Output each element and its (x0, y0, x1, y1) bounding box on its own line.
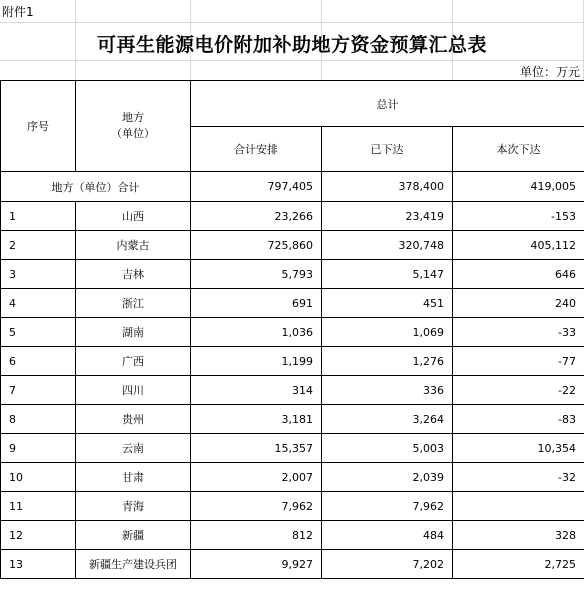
table-row (1, 289, 584, 318)
row-planned: 15,357 (191, 434, 322, 463)
row-seq: 12 (1, 521, 76, 550)
row-current: -77 (453, 347, 584, 376)
table-row (1, 492, 584, 521)
row-region: 湖南 (76, 318, 191, 347)
header-region-line1: 地方 (122, 111, 144, 124)
row-planned: 9,927 (191, 550, 322, 579)
table-row (1, 318, 584, 347)
row-planned: 1,199 (191, 347, 322, 376)
row-seq: 1 (1, 202, 76, 231)
row-region: 内蒙古 (76, 231, 191, 260)
row-planned: 812 (191, 521, 322, 550)
total-current: 419,005 (453, 172, 584, 202)
row-planned: 691 (191, 289, 322, 318)
table-row (1, 347, 584, 376)
table-row (1, 260, 584, 289)
gridline (0, 60, 584, 61)
row-issued: 7,202 (322, 550, 453, 579)
row-seq: 8 (1, 405, 76, 434)
row-issued: 5,147 (322, 260, 453, 289)
header-total-group: 总计 (191, 81, 584, 127)
row-region: 新疆 (76, 521, 191, 550)
row-planned: 314 (191, 376, 322, 405)
unit-label: 单位：万元 (519, 65, 580, 79)
budget-table (0, 80, 584, 579)
row-seq: 11 (1, 492, 76, 521)
table-row (1, 405, 584, 434)
row-planned: 3,181 (191, 405, 322, 434)
row-region: 云南 (76, 434, 191, 463)
row-seq: 6 (1, 347, 76, 376)
row-seq: 3 (1, 260, 76, 289)
row-issued: 1,276 (322, 347, 453, 376)
row-region: 广西 (76, 347, 191, 376)
row-region: 贵州 (76, 405, 191, 434)
row-issued: 7,962 (322, 492, 453, 521)
row-current: 646 (453, 260, 584, 289)
header-region-line2: （单位） (111, 127, 155, 140)
total-label: 地方（单位）合计 (1, 172, 191, 202)
row-region: 新疆生产建设兵团 (76, 550, 191, 579)
row-current: 240 (453, 289, 584, 318)
row-issued: 484 (322, 521, 453, 550)
row-region: 四川 (76, 376, 191, 405)
row-current: -22 (453, 376, 584, 405)
header-seq: 序号 (1, 81, 76, 172)
row-planned: 725,860 (191, 231, 322, 260)
table-body (1, 172, 584, 579)
row-issued: 5,003 (322, 434, 453, 463)
row-seq: 10 (1, 463, 76, 492)
row-issued: 451 (322, 289, 453, 318)
row-issued: 2,039 (322, 463, 453, 492)
header-region (76, 81, 191, 172)
row-region: 青海 (76, 492, 191, 521)
total-planned: 797,405 (191, 172, 322, 202)
row-region: 甘肃 (76, 463, 191, 492)
table-row (1, 521, 584, 550)
row-current: 328 (453, 521, 584, 550)
table-row (1, 550, 584, 579)
row-issued: 1,069 (322, 318, 453, 347)
row-planned: 23,266 (191, 202, 322, 231)
table-row (1, 231, 584, 260)
row-current: 10,354 (453, 434, 584, 463)
row-current: 2,725 (453, 550, 584, 579)
row-current: -153 (453, 202, 584, 231)
row-current (453, 492, 584, 521)
row-issued: 3,264 (322, 405, 453, 434)
row-current: 405,112 (453, 231, 584, 260)
total-row (1, 172, 584, 202)
table-row (1, 434, 584, 463)
page-title: 可再生能源电价附加补助地方资金预算汇总表 (96, 34, 487, 56)
total-issued: 378,400 (322, 172, 453, 202)
table-row (1, 202, 584, 231)
attachment-label: 附件1 (2, 5, 34, 19)
row-planned: 5,793 (191, 260, 322, 289)
row-issued: 320,748 (322, 231, 453, 260)
row-planned: 7,962 (191, 492, 322, 521)
row-planned: 1,036 (191, 318, 322, 347)
row-current: -33 (453, 318, 584, 347)
table-row (1, 376, 584, 405)
row-planned: 2,007 (191, 463, 322, 492)
header-issued: 已下达 (322, 127, 453, 172)
header-current: 本次下达 (453, 127, 584, 172)
row-issued: 336 (322, 376, 453, 405)
row-issued: 23,419 (322, 202, 453, 231)
row-seq: 4 (1, 289, 76, 318)
row-current: -83 (453, 405, 584, 434)
gridline (0, 22, 584, 23)
row-seq: 9 (1, 434, 76, 463)
row-region: 吉林 (76, 260, 191, 289)
row-seq: 5 (1, 318, 76, 347)
row-seq: 2 (1, 231, 76, 260)
table-row (1, 463, 584, 492)
row-seq: 13 (1, 550, 76, 579)
row-current: -32 (453, 463, 584, 492)
row-region: 浙江 (76, 289, 191, 318)
row-region: 山西 (76, 202, 191, 231)
header-planned: 合计安排 (191, 127, 322, 172)
row-seq: 7 (1, 376, 76, 405)
